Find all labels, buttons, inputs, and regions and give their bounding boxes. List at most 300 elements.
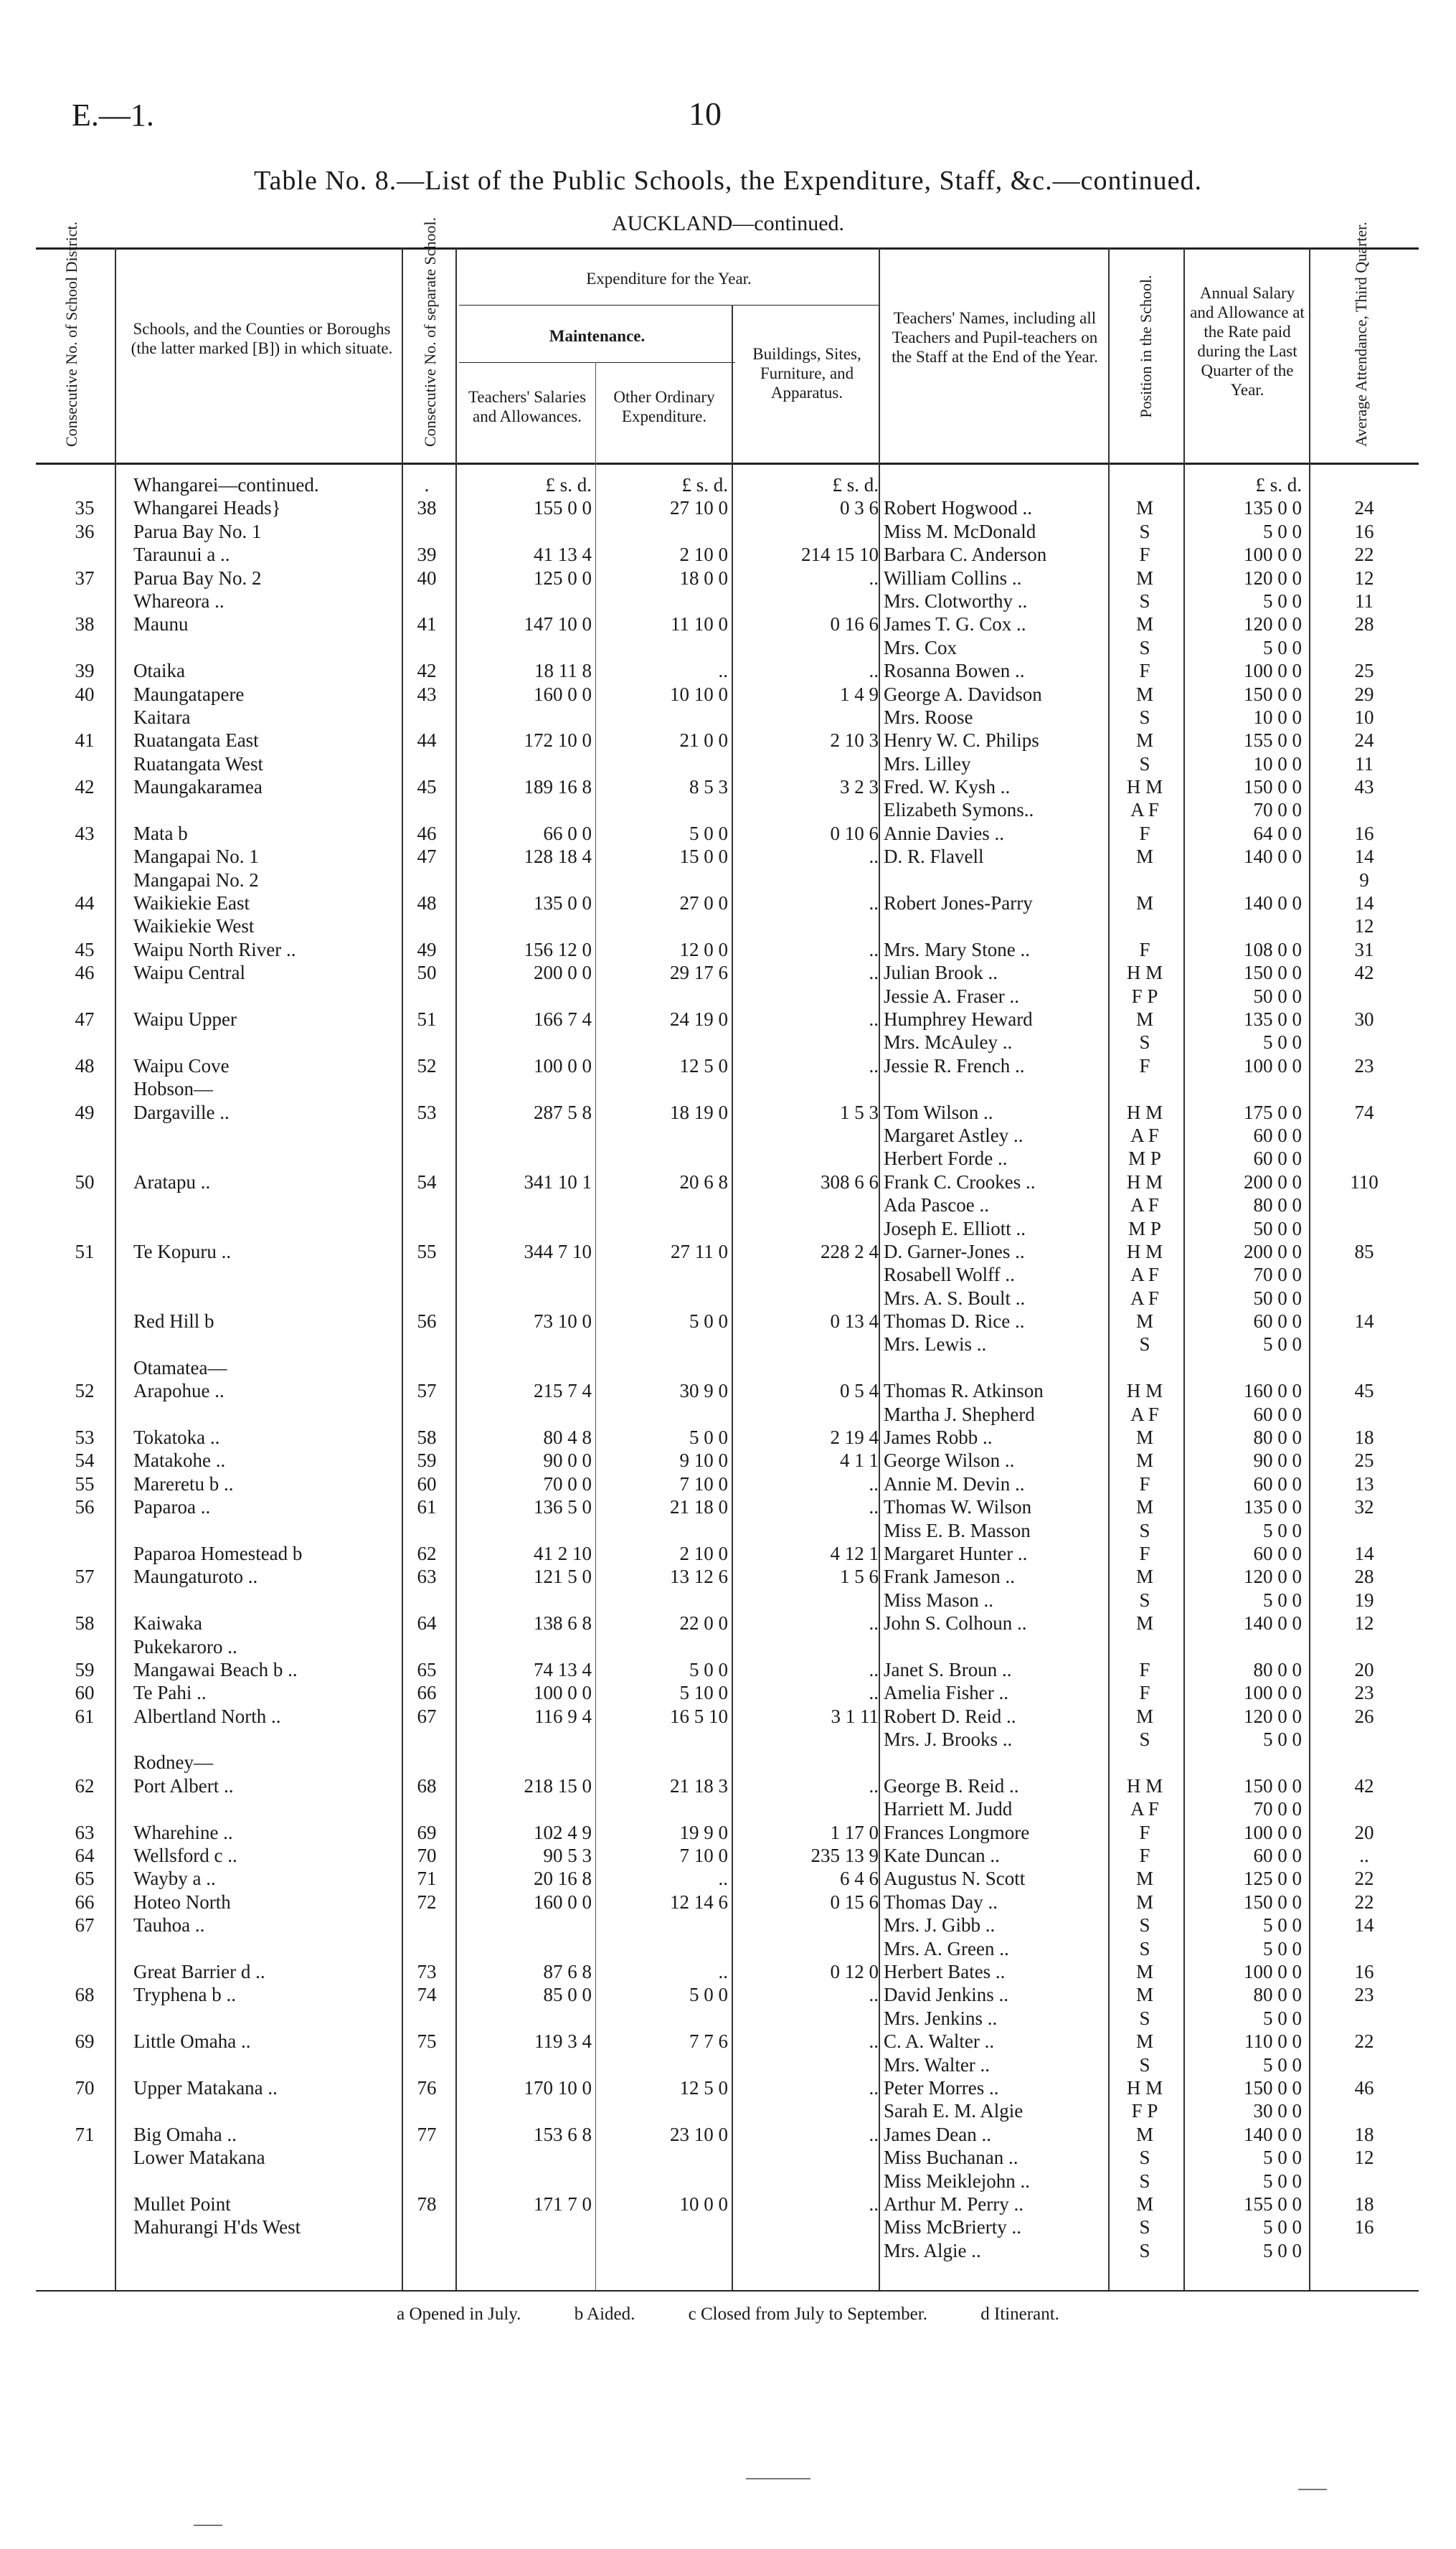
annual-salary: 64 0 0 xyxy=(1253,822,1302,844)
school-name: Albertland North .. xyxy=(133,1705,281,1727)
position: M P xyxy=(1128,1148,1161,1170)
table-row xyxy=(0,1914,1456,1936)
attendance: 28 xyxy=(1354,1566,1374,1588)
separate-school-number: 72 xyxy=(417,1891,437,1913)
district-number: 47 xyxy=(75,1008,95,1030)
table-row xyxy=(0,1542,1456,1565)
position: F xyxy=(1139,1845,1150,1867)
school-name: Otaika xyxy=(133,660,185,682)
salaries-amount: 41 13 4 xyxy=(534,544,592,566)
table-row xyxy=(0,1217,1456,1240)
annual-salary: 175 0 0 xyxy=(1244,1101,1302,1123)
buildings-amount: .. xyxy=(869,1682,879,1704)
annual-salary: 150 0 0 xyxy=(1244,1891,1302,1913)
teacher-name: C. A. Walter .. xyxy=(884,2030,995,2053)
separate-school-number: 57 xyxy=(417,1380,437,1402)
attendance: 14 xyxy=(1354,1542,1374,1564)
attendance: 12 xyxy=(1354,2147,1374,2169)
salaries-amount: 80 4 8 xyxy=(543,1427,592,1449)
table-row xyxy=(0,1821,1456,1844)
buildings-amount: .. xyxy=(869,2076,879,2099)
annual-salary: 60 0 0 xyxy=(1253,1472,1302,1495)
position: A F xyxy=(1130,1124,1159,1146)
school-name: Waipu North River .. xyxy=(133,938,296,960)
position: A F xyxy=(1130,1287,1159,1309)
annual-salary: 5 0 0 xyxy=(1263,2007,1302,2029)
table-row xyxy=(0,869,1456,892)
table-row xyxy=(0,961,1456,984)
separate-school-number: 52 xyxy=(417,1054,437,1077)
school-name: Maunu xyxy=(133,613,189,635)
annual-salary: 110 0 0 xyxy=(1244,2030,1302,2053)
table-row xyxy=(0,845,1456,868)
salaries-amount: 172 10 0 xyxy=(524,729,592,752)
other-expenditure: 5 0 0 xyxy=(689,822,728,844)
position: S xyxy=(1139,1937,1150,1959)
salaries-amount: 100 0 0 xyxy=(534,1054,592,1077)
attendance: 24 xyxy=(1354,497,1374,519)
annual-salary: 60 0 0 xyxy=(1253,1310,1302,1333)
school-name: Tryphena b .. xyxy=(133,1984,237,2006)
buildings-amount: 1 5 3 xyxy=(840,1101,879,1123)
col-header-attendance: Average Attendance, Third Quarter. xyxy=(1352,222,1370,447)
separate-school-number: 54 xyxy=(417,1171,437,1193)
separate-school-number: 39 xyxy=(417,544,437,566)
position: M xyxy=(1135,1961,1153,1982)
other-expenditure: 5 0 0 xyxy=(689,1427,728,1449)
other-expenditure: 24 19 0 xyxy=(670,1008,728,1030)
teacher-name: Arthur M. Perry .. xyxy=(884,2193,1024,2215)
annual-salary: 70 0 0 xyxy=(1253,799,1302,821)
buildings-amount: 1 17 0 xyxy=(830,1821,879,1843)
school-name: Taraunui a .. xyxy=(133,544,230,566)
annual-salary: 100 0 0 xyxy=(1244,1961,1302,1982)
annual-salary: 60 0 0 xyxy=(1253,1542,1302,1564)
teacher-name: Mrs. A. Green .. xyxy=(884,1937,1009,1959)
school-name: Paparoa .. xyxy=(133,1496,211,1518)
position: M xyxy=(1135,1868,1153,1890)
other-expenditure: 12 5 0 xyxy=(679,1054,728,1077)
district-number: 56 xyxy=(75,1496,95,1518)
district-number: 49 xyxy=(75,1101,95,1123)
table-row xyxy=(0,1310,1456,1333)
teacher-name: William Collins .. xyxy=(884,567,1022,589)
buildings-amount: .. xyxy=(869,2193,879,2215)
annual-salary: 5 0 0 xyxy=(1263,2053,1302,2076)
teacher-name: Mrs. J. Gibb .. xyxy=(884,1914,996,1936)
teacher-name: Mrs. Walter .. xyxy=(884,2053,991,2076)
attendance: 11 xyxy=(1355,590,1374,612)
table-row xyxy=(0,1171,1456,1193)
district-number: 40 xyxy=(75,683,95,705)
attendance: 16 xyxy=(1354,520,1374,542)
position: M xyxy=(1135,892,1153,914)
buildings-amount: 0 12 0 xyxy=(830,1961,879,1982)
school-name: Red Hill b xyxy=(133,1310,214,1333)
attendance: 9 xyxy=(1359,869,1369,891)
page-number: 10 xyxy=(689,95,722,132)
table-row xyxy=(0,1774,1456,1797)
attendance: 14 xyxy=(1354,892,1374,914)
attendance: 12 xyxy=(1354,915,1374,937)
teacher-name: Barbara C. Anderson xyxy=(884,544,1047,566)
school-name: Tokatoka .. xyxy=(133,1427,220,1449)
attendance: 18 xyxy=(1354,2123,1374,2145)
attendance: 14 xyxy=(1354,1310,1374,1333)
teacher-name: Margaret Hunter .. xyxy=(884,1542,1028,1564)
district-number: 57 xyxy=(75,1566,95,1588)
school-name: Ruatangata East xyxy=(133,729,259,752)
table-row xyxy=(0,892,1456,914)
position: S xyxy=(1139,520,1150,542)
district-number: 39 xyxy=(75,660,95,682)
district-number: 67 xyxy=(75,1914,95,1936)
annual-salary: 150 0 0 xyxy=(1244,2076,1302,2099)
buildings-amount: .. xyxy=(869,938,879,960)
annual-salary: 60 0 0 xyxy=(1253,1403,1302,1425)
col-header-teachers: Teachers' Names, including all Teachers and Pupil-teachers on the Staff at the End of the Year. xyxy=(892,309,1098,366)
table-row xyxy=(0,1658,1456,1681)
annual-salary: 120 0 0 xyxy=(1244,1705,1302,1727)
teacher-name: Janet S. Broun .. xyxy=(884,1658,1012,1680)
position: S xyxy=(1139,1914,1150,1936)
salaries-amount: 189 16 8 xyxy=(524,776,592,798)
annual-salary: 100 0 0 xyxy=(1244,1054,1302,1077)
separate-school-number: 78 xyxy=(417,2193,437,2215)
table-row xyxy=(0,1728,1456,1751)
school-name: Arapohue .. xyxy=(133,1380,224,1402)
other-expenditure: 5 0 0 xyxy=(689,1310,728,1333)
position: S xyxy=(1139,2007,1150,2029)
table-row xyxy=(0,752,1456,775)
annual-salary: 10 0 0 xyxy=(1253,752,1302,775)
table-row xyxy=(0,1240,1456,1263)
attendance: 13 xyxy=(1354,1472,1374,1495)
district-number: 71 xyxy=(75,2123,95,2145)
table-row xyxy=(0,1937,1456,1960)
attendance: 110 xyxy=(1350,1171,1379,1193)
salaries-amount: 20 16 8 xyxy=(534,1868,592,1890)
annual-salary: 5 0 0 xyxy=(1263,1519,1302,1541)
salaries-amount: 156 12 0 xyxy=(524,938,592,960)
school-name: Te Pahi .. xyxy=(133,1682,207,1704)
annual-salary: 150 0 0 xyxy=(1244,962,1302,984)
teacher-name: Frank C. Crookes .. xyxy=(884,1171,1036,1193)
table-row xyxy=(0,496,1456,519)
attendance: 26 xyxy=(1354,1705,1374,1727)
salaries-amount: 215 7 4 xyxy=(534,1380,592,1402)
school-name: Mangapai No. 1 xyxy=(133,846,259,868)
school-name: Great Barrier d .. xyxy=(133,1961,265,1982)
other-expenditure: 27 11 0 xyxy=(671,1240,728,1262)
buildings-amount: .. xyxy=(869,1496,879,1518)
table-row xyxy=(0,590,1456,613)
attendance: 16 xyxy=(1354,822,1374,844)
position: M xyxy=(1135,497,1153,519)
table-row xyxy=(0,2030,1456,2053)
other-expenditure: 5 0 0 xyxy=(689,1658,728,1680)
attendance: 11 xyxy=(1355,752,1374,775)
position: H M xyxy=(1126,2076,1163,2099)
teacher-name: Mrs. J. Brooks .. xyxy=(884,1729,1013,1751)
salaries-amount: 102 4 9 xyxy=(534,1821,592,1843)
other-expenditure: 18 19 0 xyxy=(670,1101,728,1123)
buildings-amount: 228 2 4 xyxy=(821,1240,879,1262)
teacher-name: Mrs. Roose xyxy=(884,706,973,728)
other-expenditure: 13 12 6 xyxy=(670,1566,728,1588)
buildings-amount: 3 1 11 xyxy=(831,1705,879,1727)
salaries-amount: 66 0 0 xyxy=(543,822,592,844)
buildings-amount: 1 4 9 xyxy=(840,683,879,705)
annual-salary: 5 0 0 xyxy=(1263,1333,1302,1356)
school-name: Pukekaroro .. xyxy=(133,1635,237,1657)
buildings-amount: .. xyxy=(869,1612,879,1635)
separate-school-number: 53 xyxy=(417,1101,437,1123)
salaries-amount: 85 0 0 xyxy=(543,1984,592,2006)
table-row xyxy=(0,1960,1456,1983)
table-row xyxy=(0,914,1456,937)
separate-school-number: 70 xyxy=(417,1845,437,1867)
other-expenditure: 9 10 0 xyxy=(679,1450,728,1472)
school-name: Whangarei Heads} xyxy=(133,497,281,519)
school-name: Te Kopuru .. xyxy=(133,1240,232,1262)
col-header-other: Other Ordinary Expenditure. xyxy=(613,388,715,425)
position: S xyxy=(1139,1729,1150,1751)
teacher-name: D. R. Flavell xyxy=(884,846,984,868)
attendance: 20 xyxy=(1354,1821,1374,1843)
school-name: Mangawai Beach b .. xyxy=(133,1658,298,1680)
separate-school-number: 58 xyxy=(417,1427,437,1449)
table-row xyxy=(0,2193,1456,2215)
annual-salary: 5 0 0 xyxy=(1263,2216,1302,2238)
table-row xyxy=(0,1077,1456,1100)
separate-school-number: 76 xyxy=(417,2076,437,2099)
other-expenditure: 7 10 0 xyxy=(679,1472,728,1495)
position: M xyxy=(1135,2123,1153,2145)
attendance: 14 xyxy=(1354,846,1374,868)
other-expenditure: 8 5 3 xyxy=(689,776,728,798)
annual-salary: 5 0 0 xyxy=(1263,2147,1302,2169)
teacher-name: Thomas R. Atkinson xyxy=(884,1380,1044,1402)
position: M xyxy=(1135,1612,1153,1635)
separate-school-number: 38 xyxy=(417,497,437,519)
position: A F xyxy=(1130,1194,1159,1216)
position: S xyxy=(1139,2216,1150,2238)
other-expenditure: 12 0 0 xyxy=(679,938,728,960)
district-number: 70 xyxy=(75,2076,95,2099)
buildings-amount: .. xyxy=(869,1008,879,1030)
table-row xyxy=(0,683,1456,706)
attendance: 23 xyxy=(1354,1984,1374,2006)
table-row xyxy=(0,1612,1456,1635)
table-row xyxy=(0,1403,1456,1426)
separate-school-number: 56 xyxy=(417,1310,437,1333)
district-number: 60 xyxy=(75,1682,95,1704)
attendance: 46 xyxy=(1354,2076,1374,2099)
separate-school-number: 47 xyxy=(417,846,437,868)
teacher-name: Fred. W. Kysh .. xyxy=(884,776,1011,798)
teacher-name: Miss M. McDonald xyxy=(884,520,1036,542)
separate-school-number: 61 xyxy=(417,1496,437,1518)
teacher-name: Rosanna Bowen .. xyxy=(884,660,1025,682)
teacher-name: Kate Duncan .. xyxy=(884,1845,1000,1867)
annual-salary: 5 0 0 xyxy=(1263,2170,1302,2192)
buildings-amount: .. xyxy=(869,1472,879,1495)
separate-school-number: 51 xyxy=(417,1008,437,1030)
table-row xyxy=(0,1867,1456,1890)
table-row xyxy=(0,1797,1456,1820)
attendance: 22 xyxy=(1354,1868,1374,1890)
scan-speck xyxy=(194,2525,222,2526)
position: M xyxy=(1135,683,1153,705)
salaries-amount: 119 3 4 xyxy=(534,2030,592,2053)
buildings-amount: .. xyxy=(869,1774,879,1797)
teacher-name: David Jenkins .. xyxy=(884,1984,1008,2006)
annual-salary: 5 0 0 xyxy=(1263,1729,1302,1751)
other-expenditure: 11 10 0 xyxy=(671,613,728,635)
teacher-name: Ada Pascoe .. xyxy=(884,1194,989,1216)
district-number: 45 xyxy=(75,938,95,960)
attendance: 32 xyxy=(1354,1496,1374,1518)
school-name: Waipu Upper xyxy=(133,1008,237,1030)
annual-salary: 60 0 0 xyxy=(1253,1845,1302,1867)
table-top-rule xyxy=(36,247,1419,250)
teacher-name: Peter Morres .. xyxy=(884,2076,999,2099)
separate-school-number: 69 xyxy=(417,1821,437,1843)
teacher-name: Thomas W. Wilson xyxy=(884,1496,1032,1518)
position: F xyxy=(1139,660,1150,682)
annual-salary: 140 0 0 xyxy=(1244,2123,1302,2145)
position: F xyxy=(1139,1542,1150,1564)
annual-salary: 5 0 0 xyxy=(1263,1031,1302,1054)
other-expenditure: 30 9 0 xyxy=(679,1380,728,1402)
position: H M xyxy=(1126,776,1163,798)
other-expenditure: 5 10 0 xyxy=(679,1682,728,1704)
teacher-name: Mrs. A. S. Boult .. xyxy=(884,1287,1026,1309)
other-expenditure: 29 17 6 xyxy=(670,962,728,984)
position: S xyxy=(1139,2170,1150,2192)
buildings-amount: 2 19 4 xyxy=(830,1427,879,1449)
table-row xyxy=(0,1519,1456,1542)
school-name: Waikiekie East xyxy=(133,892,250,914)
table-row xyxy=(0,1008,1456,1031)
attendance: 30 xyxy=(1354,1008,1374,1030)
footnotes xyxy=(0,2304,1456,2325)
teacher-name: Joseph E. Elliott .. xyxy=(884,1217,1026,1239)
annual-salary: 150 0 0 xyxy=(1244,1774,1302,1797)
separate-school-number: 77 xyxy=(417,2123,437,2145)
position: S xyxy=(1139,636,1150,658)
teacher-name: Henry W. C. Philips xyxy=(884,729,1039,752)
attendance: 16 xyxy=(1354,1961,1374,1982)
col-header-school: Schools, and the Counties or Boroughs (the latter marked [B]) in which situate. xyxy=(131,320,393,357)
attendance: 85 xyxy=(1354,1240,1374,1262)
other-expenditure: .. xyxy=(718,1961,728,1982)
position: M xyxy=(1135,1427,1153,1449)
position: H M xyxy=(1126,1774,1163,1797)
school-name: Wayby a .. xyxy=(133,1868,216,1890)
teacher-name: Miss Meiklejohn .. xyxy=(884,2170,1031,2192)
other-expenditure: 10 10 0 xyxy=(670,683,728,705)
col-header-expenditure: Expenditure for the Year. xyxy=(586,270,752,288)
teacher-name: Frank Jameson .. xyxy=(884,1566,1015,1588)
attendance: 25 xyxy=(1354,660,1374,682)
school-name: Ruatangata West xyxy=(133,752,264,775)
footnote: a Opened in July. xyxy=(397,2304,521,2324)
table-row xyxy=(0,1751,1456,1774)
teacher-name: Mrs. McAuley .. xyxy=(884,1031,1013,1054)
district-number: 37 xyxy=(75,567,95,589)
position: S xyxy=(1139,590,1150,612)
salaries-amount: 171 7 0 xyxy=(534,2193,592,2215)
annual-salary: 120 0 0 xyxy=(1244,1566,1302,1588)
buildings-amount: 1 5 6 xyxy=(840,1566,879,1588)
annual-salary: 10 0 0 xyxy=(1253,706,1302,728)
separate-school-number: 73 xyxy=(417,1961,437,1982)
table-row xyxy=(0,2076,1456,2099)
other-expenditure: 16 5 10 xyxy=(670,1705,728,1727)
position: M xyxy=(1135,1008,1153,1030)
district-number: 53 xyxy=(75,1427,95,1449)
separate-school-number: 65 xyxy=(417,1658,437,1680)
other-expenditure: 10 0 0 xyxy=(679,2193,728,2215)
document-code: E.—1. xyxy=(72,98,154,133)
teacher-name: Mrs. Jenkins .. xyxy=(884,2007,998,2029)
school-name: Whangarei—continued. xyxy=(133,474,319,496)
annual-salary: 50 0 0 xyxy=(1253,1287,1302,1309)
position: M xyxy=(1135,1310,1153,1333)
other-expenditure: 15 0 0 xyxy=(679,846,728,868)
position: A F xyxy=(1130,1264,1159,1286)
buildings-amount: 0 15 6 xyxy=(830,1891,879,1913)
position: S xyxy=(1139,1519,1150,1541)
buildings-amount: 308 6 6 xyxy=(821,1171,879,1193)
position: M xyxy=(1135,2030,1153,2053)
teacher-name: Jessie A. Fraser .. xyxy=(884,985,1019,1007)
attendance: 22 xyxy=(1354,544,1374,566)
salaries-amount: 121 5 0 xyxy=(534,1566,592,1588)
table-bottom-rule xyxy=(36,2290,1419,2292)
annual-salary: 150 0 0 xyxy=(1244,776,1302,798)
annual-salary: 5 0 0 xyxy=(1263,520,1302,542)
separate-school-number: 60 xyxy=(417,1472,437,1495)
position: S xyxy=(1139,1031,1150,1054)
table-row xyxy=(0,659,1456,682)
separate-school-number: 42 xyxy=(417,660,437,682)
col-header-maintenance: Maintenance. xyxy=(549,327,646,345)
school-name: Mahurangi H'ds West xyxy=(133,2216,301,2238)
other-expenditure: 18 0 0 xyxy=(679,567,728,589)
teacher-name: James Dean .. xyxy=(884,2123,991,2145)
separate-school-number: 59 xyxy=(417,1450,437,1472)
position: M xyxy=(1135,1496,1153,1518)
position: H M xyxy=(1126,962,1163,984)
table-row xyxy=(0,1983,1456,2006)
scan-speck xyxy=(746,2478,810,2479)
district-number: 50 xyxy=(75,1171,95,1193)
school-name: Tauhoa .. xyxy=(133,1914,205,1936)
table-row xyxy=(0,1379,1456,1402)
table-row xyxy=(0,1705,1456,1728)
other-expenditure: £ s. d. xyxy=(681,474,728,496)
position: M xyxy=(1135,729,1153,752)
salaries-amount: 70 0 0 xyxy=(543,1472,592,1495)
position: F xyxy=(1139,822,1150,844)
position: F xyxy=(1139,1472,1150,1495)
district-number: 69 xyxy=(75,2030,95,2053)
annual-salary: 120 0 0 xyxy=(1244,567,1302,589)
school-name: Parua Bay No. 2 xyxy=(133,567,262,589)
